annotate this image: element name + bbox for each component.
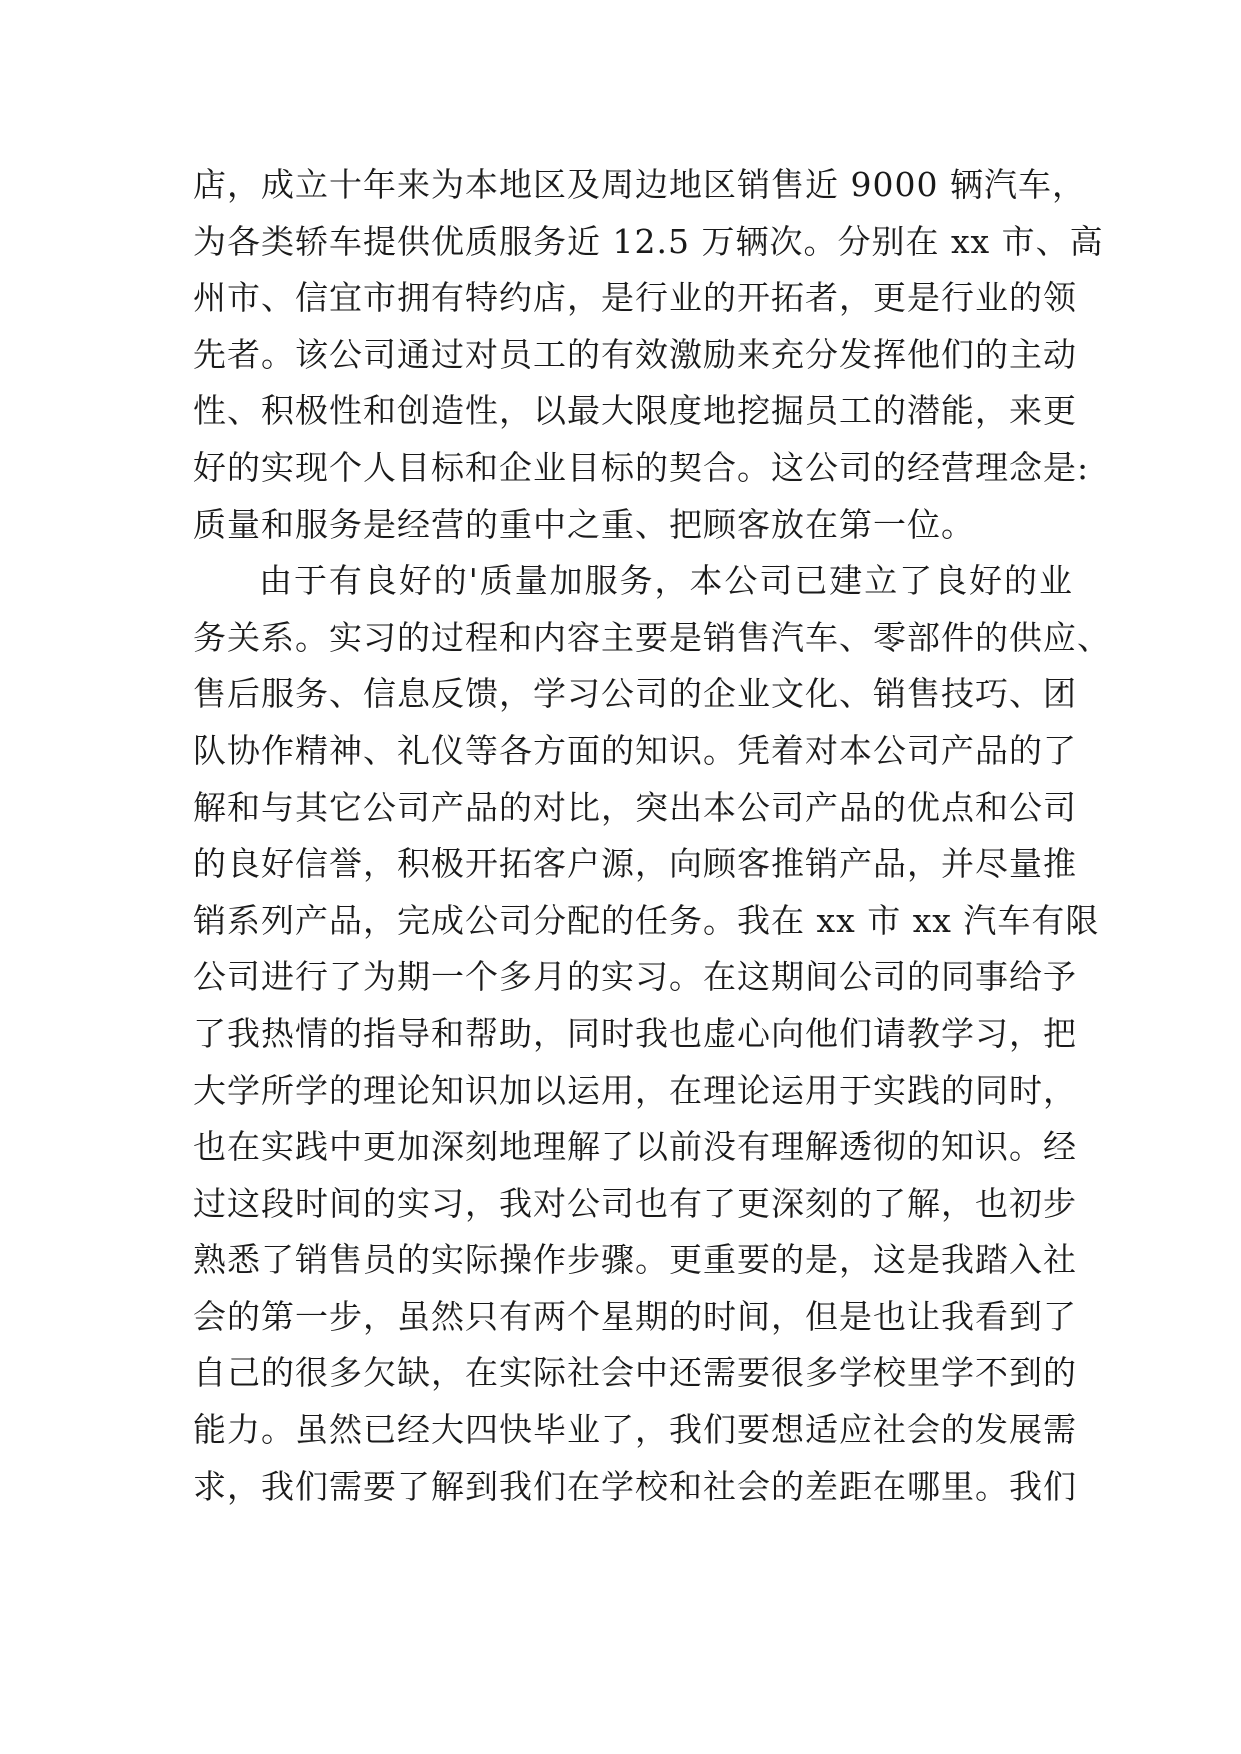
text-line: 质量和服务是经营的重中之重、把顾客放在第一位。	[193, 504, 975, 544]
text-line: 也在实践中更加深刻地理解了以前没有理解透彻的知识。经	[193, 1127, 1077, 1167]
text-line: 自己的很多欠缺，在实际社会中还需要很多学校里学不到的	[193, 1353, 1077, 1393]
text-line: 由于有良好的'质量加服务，本公司已建立了良好的业	[259, 561, 1073, 601]
text-line: 了我热情的指导和帮助，同时我也虚心向他们请教学习，把	[193, 1013, 1077, 1053]
text-line: 好的实现个人目标和企业目标的契合。这公司的经营理念是:	[193, 447, 1090, 487]
text-line: 先者。该公司通过对员工的有效激励来充分发挥他们的主动	[193, 334, 1077, 374]
document-body	[193, 157, 1111, 1515]
text-line: 公司进行了为期一个多月的实习。在这期间公司的同事给予	[193, 957, 1077, 997]
text-line: 熟悉了销售员的实际操作步骤。更重要的是，这是我踏入社	[193, 1240, 1077, 1280]
text-line: 销系列产品，完成公司分配的任务。我在 xx 市 xx 汽车有限	[193, 900, 1100, 940]
text-line: 能力。虽然已经大四快毕业了，我们要想适应社会的发展需	[193, 1410, 1077, 1450]
paragraph-2	[193, 553, 1111, 1515]
text-line: 大学所学的理论知识加以运用，在理论运用于实践的同时，	[193, 1070, 1077, 1110]
text-line: 的良好信誉，积极开拓客户源，向顾客推销产品，并尽量推	[193, 844, 1077, 884]
text-line: 队协作精神、礼仪等各方面的知识。凭着对本公司产品的了	[193, 730, 1077, 770]
text-line: 过这段时间的实习，我对公司也有了更深刻的了解，也初步	[193, 1183, 1077, 1223]
text-line: 解和与其它公司产品的对比，突出本公司产品的优点和公司	[193, 787, 1077, 827]
text-line: 店，成立十年来为本地区及周边地区销售近 9000 辆汽车，	[193, 165, 1086, 204]
text-line: 务关系。实习的过程和内容主要是销售汽车、零部件的供应、	[193, 617, 1111, 657]
text-line: 州市、信宜市拥有特约店，是行业的开拓者，更是行业的领	[193, 278, 1077, 318]
text-line: 售后服务、信息反馈，学习公司的企业文化、销售技巧、团	[193, 674, 1077, 714]
text-line: 为各类轿车提供优质服务近 12.5 万辆次。分别在 xx 市、高	[193, 221, 1104, 261]
paragraph-1	[193, 157, 1104, 553]
text-line: 性、积极性和创造性，以最大限度地挖掘员工的潜能，来更	[193, 391, 1077, 431]
text-line: 求，我们需要了解到我们在学校和社会的差距在哪里。我们	[193, 1466, 1077, 1506]
text-line: 会的第一步，虽然只有两个星期的时间，但是也让我看到了	[193, 1296, 1077, 1336]
